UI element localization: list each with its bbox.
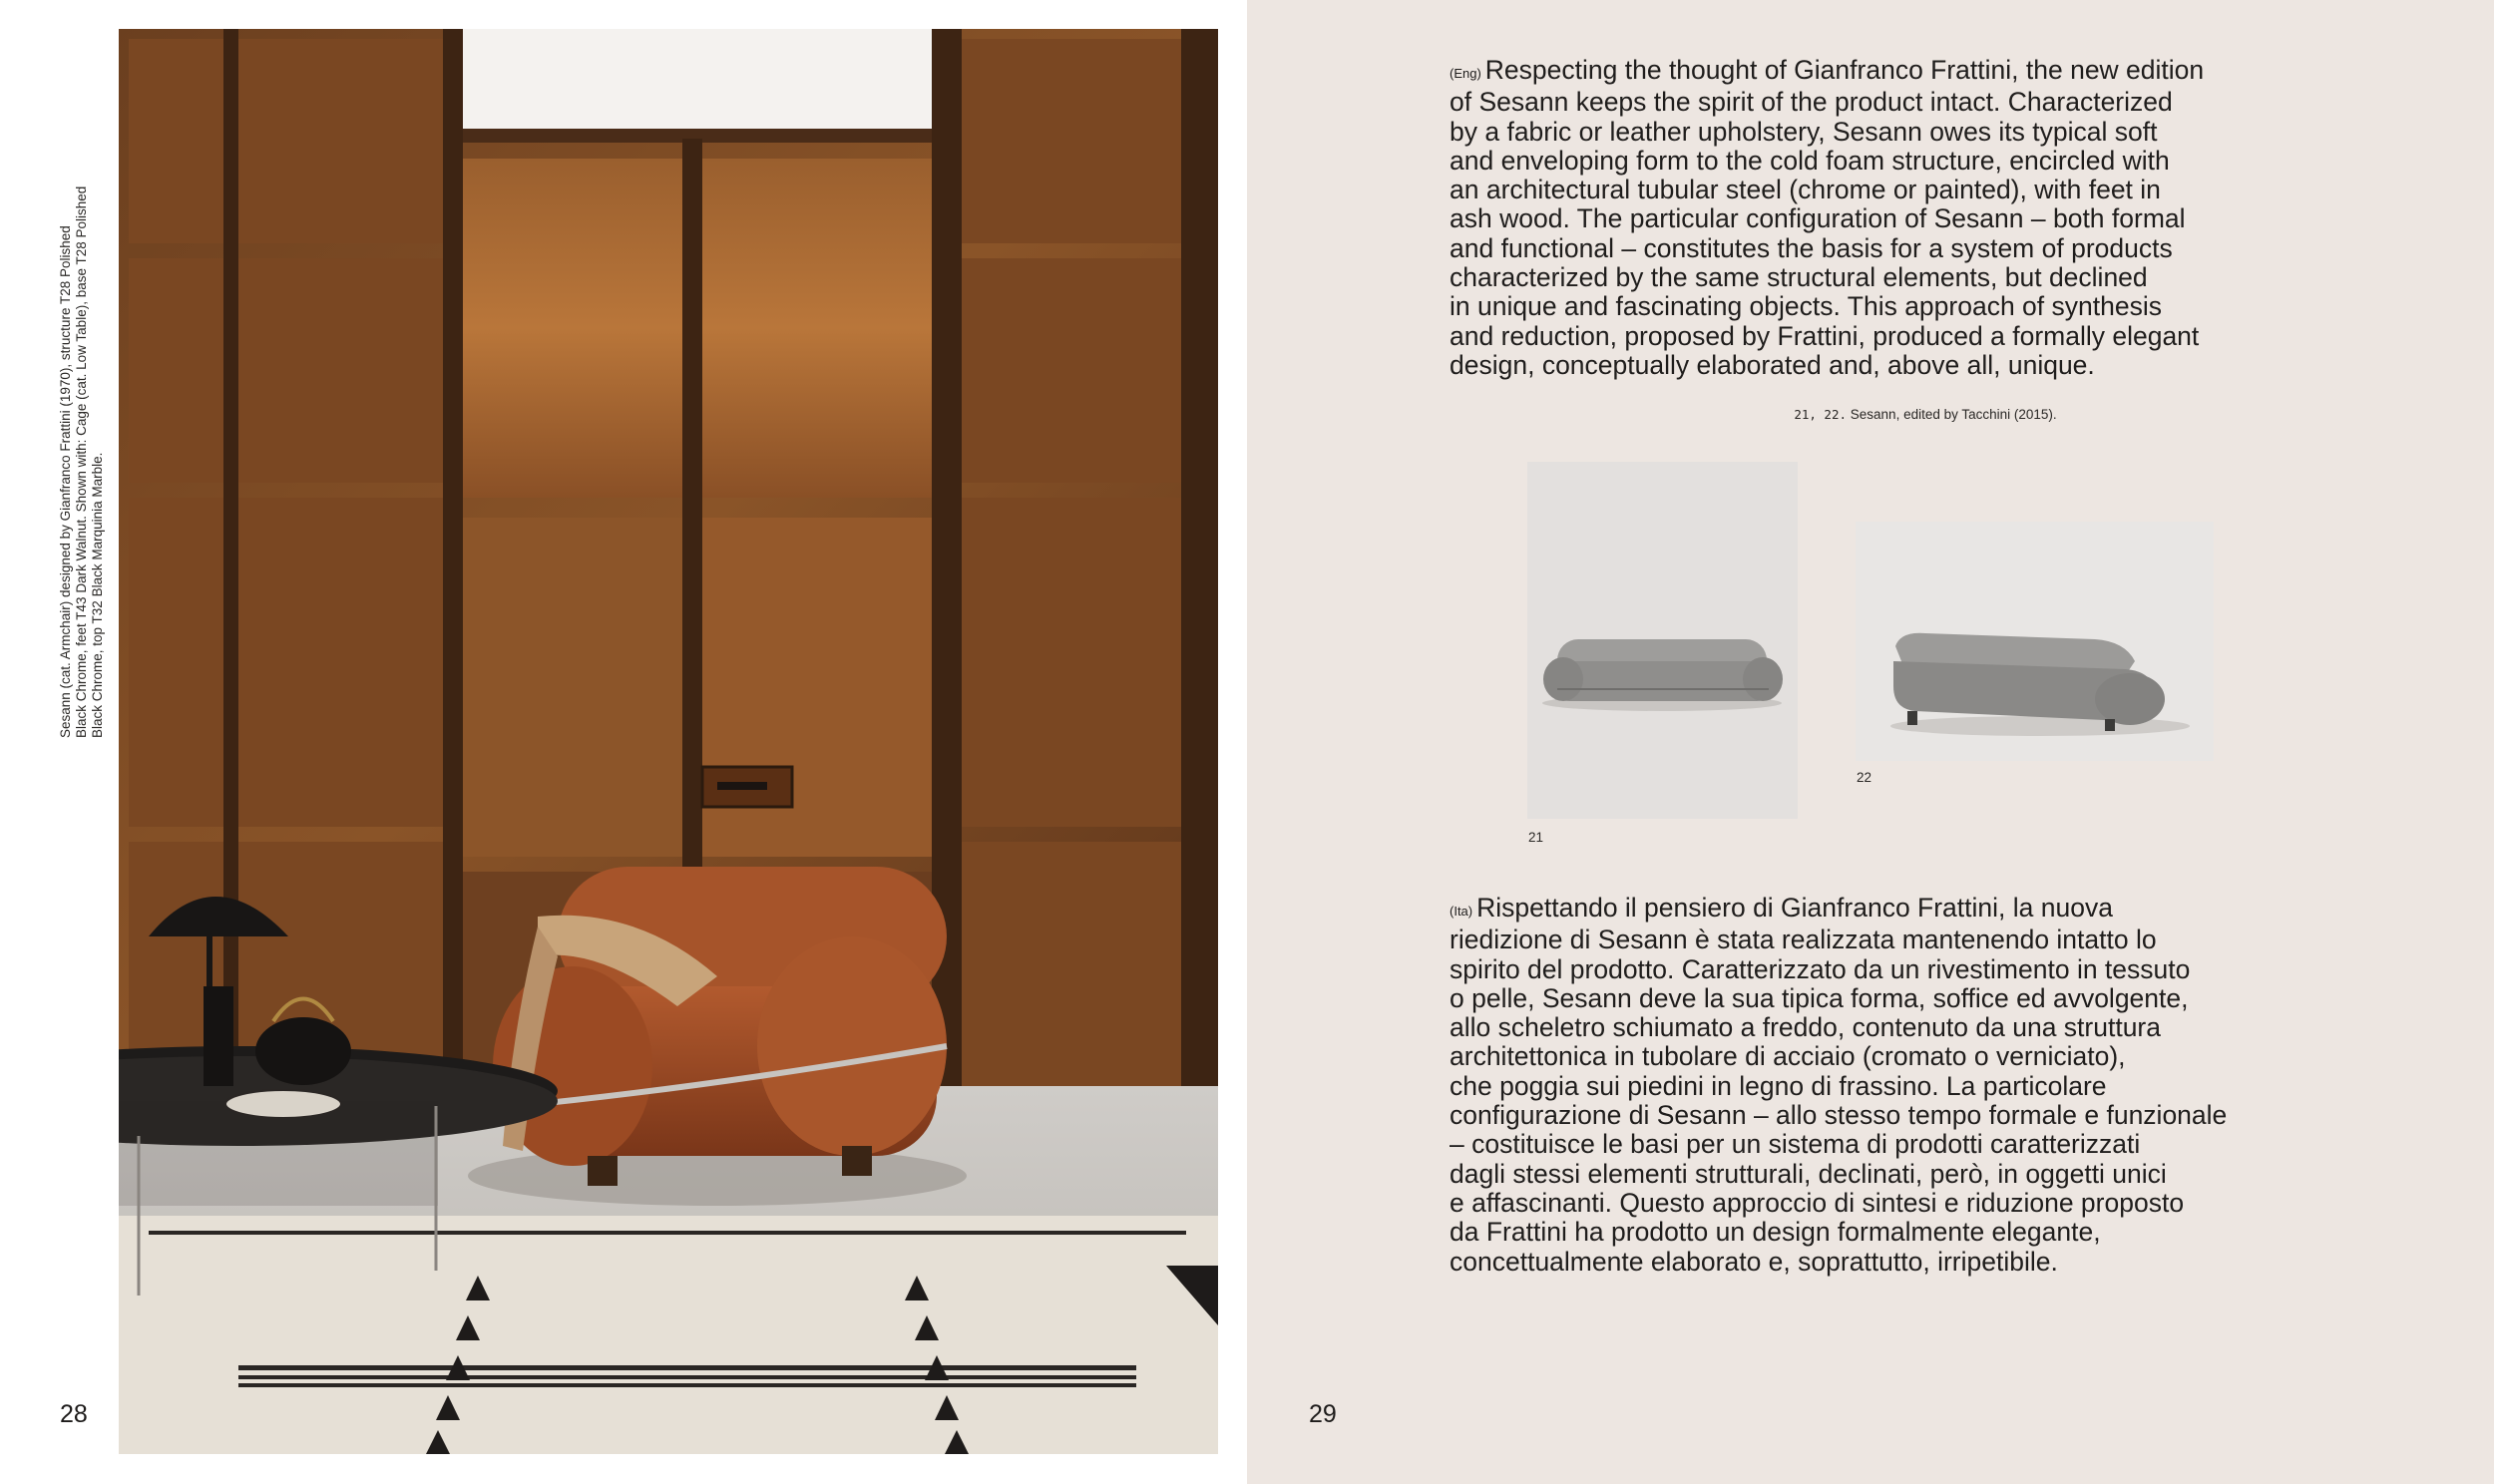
text-line: ash wood. The particular configuration of Sesann – both formal xyxy=(1450,203,2186,234)
figure-number: 21 xyxy=(1528,830,1544,845)
text-line: riedizione di Sesann è stata realizzata mantenendo intatto lo xyxy=(1450,925,2157,955)
text-line: an architectural tubular steel (chrome or painted), with feet in xyxy=(1450,175,2161,205)
text-line: and functional – constitutes the basis for a system of products xyxy=(1450,232,2173,263)
right-page xyxy=(1247,0,2494,1484)
english-text xyxy=(1450,56,2307,380)
text-line: spirito del prodotto. Caratterizzato da un rivestimento in tessuto xyxy=(1450,953,2191,984)
armchair-room-photo xyxy=(119,29,1218,1454)
sofa-angle-illustration xyxy=(1856,522,2214,761)
text-line: da Frattini ha prodotto un design formalmente elegante, xyxy=(1450,1217,2101,1248)
interior-photo-illustration xyxy=(119,29,1218,1454)
page-number: 28 xyxy=(60,1400,88,1428)
language-tag: (Ita) xyxy=(1450,904,1473,919)
sofa-front-image xyxy=(1527,462,1798,819)
text-line: and reduction, proposed by Frattini, produced a formally elegant xyxy=(1450,320,2200,351)
text-line: design, conceptually elaborated and, above all, unique. xyxy=(1450,349,2095,380)
text-line: (Eng) Respecting the thought of Gianfranco Frattini, the new edition xyxy=(1450,55,2205,85)
text-line: and enveloping form to the cold foam structure, encircled with xyxy=(1450,145,2170,176)
text-line: by a fabric or leather upholstery, Sesann owes its typical soft xyxy=(1450,116,2158,147)
text-line: concettualmente elaborato e, soprattutto, irripetibile. xyxy=(1450,1246,2058,1277)
text-line: e affascinanti. Questo approccio di sintesi e riduzione proposto xyxy=(1450,1187,2185,1218)
text-line: characterized by the same structural elements, but declined xyxy=(1450,262,2148,293)
sofa-angle-image xyxy=(1856,522,2214,761)
text-line: in unique and fascinating objects. This approach of synthesis xyxy=(1450,291,2162,322)
text-line: of Sesann keeps the spirit of the product intact. Characterized xyxy=(1450,87,2173,118)
text-line: – costituisce le basi per un sistema di prodotti caratterizzati xyxy=(1450,1129,2141,1160)
figure-number: 22 xyxy=(1857,770,1872,785)
caption-line: Sesann (cat. Armchair) designed by Gianfranco Frattini (1970), structure T28 Polished xyxy=(58,225,73,738)
italian-text xyxy=(1450,894,2307,1277)
text-line: architettonica in tubolare di acciaio (cromato o verniciato), xyxy=(1450,1041,2126,1072)
text-line: che poggia sui piedini in legno di frassino. La particolare xyxy=(1450,1070,2107,1101)
page-number: 29 xyxy=(1309,1400,1337,1428)
text-line: configurazione di Sesann – allo stesso tempo formale e funzionale xyxy=(1450,1100,2228,1131)
sofa-front-illustration xyxy=(1527,462,1798,819)
text-line: (Ita) Rispettando il pensiero di Gianfranco Frattini, la nuova xyxy=(1450,893,2113,923)
text-line: allo scheletro schiumato a freddo, contenuto da una struttura xyxy=(1450,1012,2161,1043)
photo-caption xyxy=(58,100,106,738)
figure-caption-numbers: 21, 22. xyxy=(1794,407,1848,422)
figure-caption-text: Sesann, edited by Tacchini (2015). xyxy=(1850,407,2057,422)
language-tag: (Eng) xyxy=(1450,66,1481,81)
text-line: o pelle, Sesann deve la sua tipica forma, soffice ed avvolgente, xyxy=(1450,982,2189,1013)
caption-line: Black Chrome, top T32 Black Marquinia Marble. xyxy=(90,452,105,738)
figure-caption xyxy=(1726,407,2125,422)
text-line: dagli stessi elementi strutturali, declinati, però, in oggetti unici xyxy=(1450,1158,2167,1189)
caption-line: Black Chrome, feet T43 Dark Walnut. Shown with: Cage (cat. Low Table), base T28 Polished xyxy=(74,186,89,738)
